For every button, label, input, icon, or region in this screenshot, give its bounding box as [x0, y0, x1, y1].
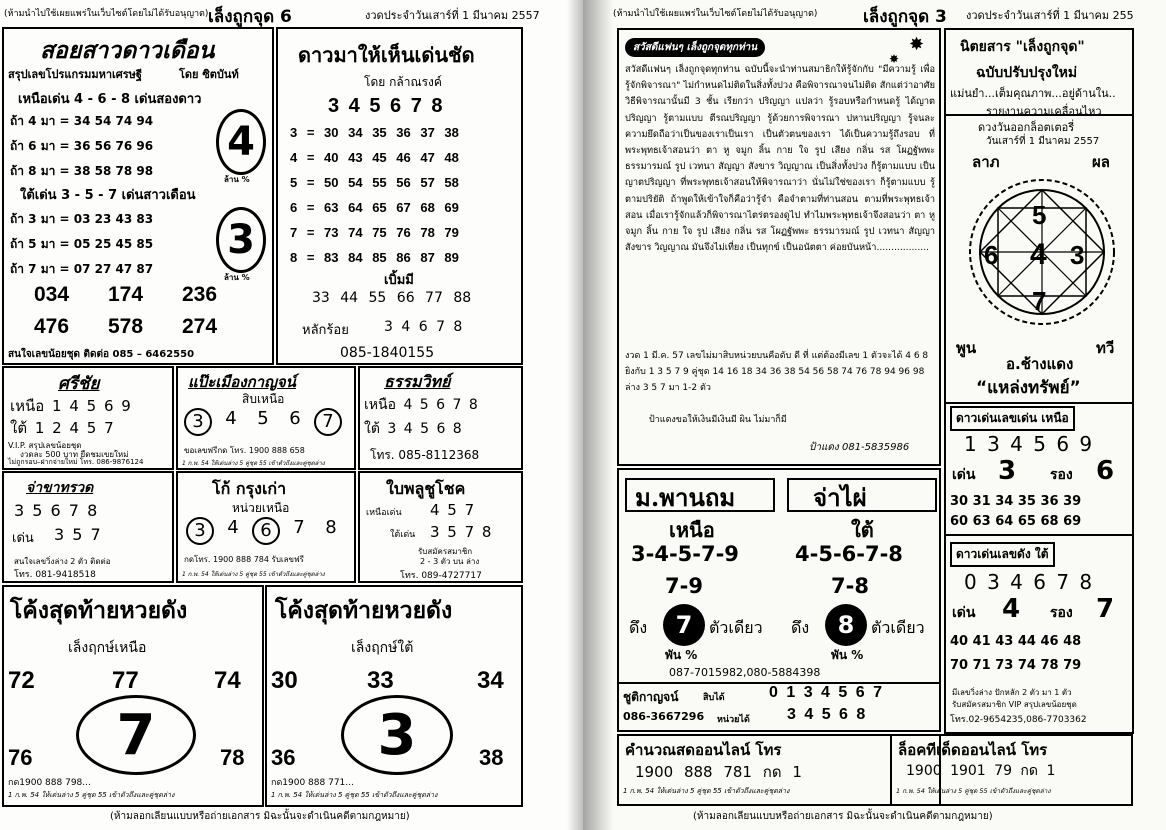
bai-north-label: เหนือเด่น — [366, 508, 402, 518]
khong-south-call: กด1900 888 771... — [271, 778, 354, 788]
dao-hundred: 3 4 6 7 8 — [384, 319, 463, 335]
horoscope-date: วันเสาร์ที่ 1 มีนาคม 2557 — [986, 136, 1100, 147]
soi-number: 476 — [34, 315, 70, 338]
dao-south-digits: 0 3 4 6 7 8 — [964, 570, 1095, 594]
ko-contact: กดโทร. 1900 888 784 รับเลขฟรี — [184, 555, 304, 564]
por-main: 3-4-5-7-9 — [631, 542, 739, 566]
dao-south-row1: 40 41 43 44 46 48 — [950, 634, 1082, 649]
soi-number: 578 — [108, 315, 144, 338]
article-badge: สวัสดีแฟนๆ เล็งถูกจุดทุกท่าน — [625, 38, 765, 57]
bai-south-label: ใต้เด่น — [390, 530, 416, 540]
ko-digit: 4 — [227, 517, 239, 538]
pae-digit: 4 — [225, 408, 237, 429]
bai-phone: โทร. 089-4727717 — [400, 571, 482, 581]
magazine-line3: แม่นยำ...เต็มคุณภาพ...อยู่ด้านใน.. — [950, 87, 1116, 100]
dao-north-row1: 30 31 34 35 36 39 — [950, 494, 1082, 509]
dao-south-note: มีเลขวิ่งล่าง ปักหลัก 2 ตัว มา 1 ตัว — [952, 688, 1072, 697]
chu-phone: 086-3667296 — [623, 710, 705, 723]
por-circle: 7 — [663, 604, 705, 646]
por-pan: พัน % — [665, 648, 698, 662]
soi-north-row: ถ้า 6 มา = 36 56 76 96 — [10, 139, 154, 153]
magazine-line1: นิตยสาร "เล็งถูกจุด" — [960, 39, 1085, 55]
khong-south-sub: เล็งฤกษ์ใต้ — [351, 640, 414, 656]
horoscope-poon: พูน — [956, 339, 977, 357]
jan-row1: 3 5 6 7 8 — [14, 501, 98, 520]
ja-tua: ตัวเดียว — [871, 618, 925, 637]
pae-box — [176, 366, 356, 470]
jan-contact: โทร. 081-9418518 — [14, 570, 96, 580]
pae-digit: 6 — [289, 408, 301, 429]
dao-hundred-label: หลักร้อย — [302, 323, 349, 338]
calc-number: 1900 888 781 กด 1 — [635, 763, 802, 781]
khong-south-tc: 33 — [367, 667, 394, 694]
por-title: ม.พานถม — [635, 483, 736, 512]
sri-fine: ไม่ถูกรอบ–ฝากจ่ายใหม่ โทร. 086-9876124 — [8, 458, 144, 466]
horoscope-right: 3 — [1070, 240, 1085, 270]
magazine-line4: รายงานความเคลื่อนไหว — [986, 105, 1102, 116]
pae-contact: ขอเลขฟรีกด โทร. 1900 888 658 — [184, 446, 305, 455]
dao-phone: 085-1840155 — [340, 345, 435, 361]
dao-row: 5 = 50 54 55 56 57 58 — [290, 175, 459, 190]
khong-north-box — [2, 585, 264, 807]
left-page-title: เล็งถูกจุด 6 — [208, 7, 292, 27]
lock-box — [890, 734, 1133, 806]
dao-north-den-label: เด่น — [952, 467, 976, 483]
tham-phone: โทร. 085-8112368 — [370, 448, 480, 462]
horoscope-center: 4 — [1030, 238, 1047, 271]
right-top-note: (ห้ามนำไปใช้เผยแพร่ในเว็บไซต์โดยไม่ได้รับอนุญาต) — [613, 9, 818, 19]
tham-south: ใต้ 3 4 5 6 8 — [364, 421, 462, 437]
soi-number: 034 — [34, 283, 70, 306]
ko-digit: 8 — [325, 517, 337, 538]
dao-title: ดาวมาให้เห็นเด่นชัด — [298, 43, 475, 67]
left-issue-date: งวดประจำวันเสาร์ที่ 1 มีนาคม 2557 — [365, 9, 540, 22]
sri-fine: V.I.P. สรุปเลขน้อยชุด — [8, 441, 82, 450]
soi-south-row: ถ้า 3 มา = 03 23 43 83 — [10, 212, 154, 226]
horoscope-author: อ.ช้างแดง — [1006, 355, 1074, 373]
soi-north-circle: 4 — [216, 109, 266, 175]
right-page-title: เล็งถูกจุด 3 — [863, 7, 947, 27]
dao-north-digits: 1 3 4 5 6 9 — [964, 432, 1095, 456]
dao-row: 4 = 40 43 45 46 47 48 — [290, 150, 459, 165]
sri-north: เหนือ 1 4 5 6 9 — [10, 397, 131, 415]
soi-number: 174 — [108, 283, 144, 306]
soi-north-row: ถ้า 4 มา = 34 54 74 94 — [10, 114, 154, 128]
soi-number: 236 — [182, 283, 218, 306]
calc-fine: 1 ก.พ. 54 ให้เด่นล่าง 5 คู่ชุด 55 เข้าตัวถึงและคู่ชุดล่าง — [623, 787, 790, 795]
soi-north-line: เหนือเด่น 4 - 6 - 8 เด่นสองดาว — [18, 92, 202, 107]
bai-title: ใบพลูชูโชค — [386, 479, 466, 498]
ja-circle: 8 — [825, 604, 867, 646]
horoscope-title: ดวงวันออกล็อตเตอรี่ — [978, 121, 1075, 134]
dao-author: โดย กล้าณรงค์ — [364, 75, 442, 89]
khong-north-tc: 77 — [112, 667, 139, 694]
ko-digit: 6 — [252, 517, 280, 545]
sri-fine: งวดละ 500 บาท ยืดชมเขยใหม่ — [20, 450, 129, 459]
dao-bim-label: เบิ้มมี — [384, 273, 414, 288]
por-tua: ตัวเดียว — [709, 618, 763, 637]
dao-south-den: 4 — [1002, 594, 1021, 624]
lock-title: ล็อคทีเด็ดออนไลน์ โทร — [898, 741, 1048, 759]
right-footer: (ห้ามลอกเลียนแบบหรือถ่ายเอกสาร มิฉะนั้นจะดำเนินคดีตามกฎหมาย) — [693, 811, 993, 822]
sri-title: ศรีชัย — [58, 374, 100, 394]
article-box — [617, 28, 941, 466]
chu-name: ชูติกาญจน์ — [623, 690, 679, 704]
dao-south-rong-label: รอง — [1050, 605, 1073, 621]
soi-south-circle: 3 — [216, 207, 266, 273]
soi-south-row: ถ้า 7 มา = 07 27 47 87 — [10, 262, 154, 276]
dao-north-box — [944, 402, 1134, 536]
ja-pan: พัน % — [831, 648, 864, 662]
ja-dueng: ดึง — [791, 618, 810, 637]
article-sign: ป้าแดง 081-5835986 — [809, 442, 910, 453]
khong-south-tr: 34 — [477, 667, 504, 694]
ja-pair: 7-8 — [831, 574, 869, 598]
ko-digits — [186, 517, 344, 545]
pae-title: แป๊ะเมืองกาญจน์ — [188, 373, 296, 391]
soi-south-line: ใต้เด่น 3 - 5 - 7 เด่นสาวเดือน — [20, 188, 196, 203]
dao-south-row2: 70 71 73 74 78 79 — [950, 658, 1082, 673]
horoscope-phon: ผล — [1092, 153, 1110, 171]
horoscope-labh: ลาภ — [972, 153, 1000, 171]
ko-fine: 1 ก.พ. 54 ให้เด่นล่าง 5 คู่ชุด 55 เข้าตัวถึงและคู่ชุดล่าง — [182, 571, 325, 578]
khong-north-big: 7 — [76, 695, 196, 775]
dao-south-title: ดาวเด่นเลขดัง ใต้ — [950, 542, 1055, 567]
dao-south-box — [944, 534, 1134, 734]
ja-main: 4-5-6-7-8 — [795, 542, 903, 566]
pae-sub: สิบเหนือ — [242, 392, 285, 406]
soi-south-circle-label: ล้าน % — [224, 273, 250, 282]
ja-title: จ่าไผ่ — [813, 483, 867, 512]
bai-south: 3 5 7 8 — [430, 523, 492, 541]
sri-box — [2, 366, 174, 470]
jan-box — [2, 471, 174, 583]
khong-south-tl: 30 — [271, 667, 298, 694]
calc-title: คำนวณสดออนไลน์ โทร — [625, 741, 782, 759]
ko-digit: 3 — [186, 517, 214, 545]
soi-contact: สนใจเลขน้อยชุด ติดต่อ 085 – 6462550 — [8, 349, 195, 360]
chu-sib-label: สิบได้ — [703, 693, 725, 703]
ko-box — [176, 471, 356, 583]
chu-sib: 0 1 3 4 5 6 7 — [769, 684, 884, 701]
ko-title: โก้ กรุงเก่า — [212, 479, 287, 498]
dao-north-den: 3 — [998, 456, 1017, 486]
dao-north-rong-label: รอง — [1050, 467, 1073, 483]
soi-number: 274 — [182, 315, 218, 338]
horoscope-tawee: ทวี — [1096, 339, 1115, 357]
khong-north-tr: 74 — [214, 667, 241, 694]
khong-north-tl: 72 — [8, 667, 35, 694]
dao-row: 8 = 83 84 85 86 87 89 — [290, 250, 459, 265]
dao-south-note: โทร.02-9654235,086-7703362 — [950, 715, 1087, 725]
dao-row: 7 = 73 74 75 76 78 79 — [290, 225, 459, 240]
dao-south-den-label: เด่น — [952, 605, 976, 621]
chu-nuay: 3 4 5 6 8 — [787, 706, 868, 723]
ko-sub: หน่วยเหนือ — [232, 501, 290, 515]
soi-subtitle: สรุปเลขโปรแกรมมหาเศรษฐี — [8, 68, 142, 81]
khong-south-br: 38 — [479, 745, 504, 770]
khong-south-big: 3 — [341, 695, 453, 775]
pae-digit: 5 — [257, 408, 269, 429]
bai-fine: 2 - 3 ตัว บน ล่าง — [420, 557, 480, 566]
soi-north-circle-label: ล้าน % — [224, 175, 250, 184]
dao-box — [276, 27, 523, 365]
jan-contact: สนใจเลขวิ่งล่าง 2 ตัว ติดต่อ — [14, 557, 111, 566]
dao-north-row2: 60 63 64 65 68 69 — [950, 514, 1082, 529]
left-footer: (ห้ามลอกเลียนแบบหรือถ่ายเอกสาร มิฉะนั้นจะดำเนินคดีตามกฎหมาย) — [110, 811, 410, 822]
jan-row2: 3 5 7 — [54, 525, 101, 544]
dao-main: 3 4 5 6 7 8 — [328, 95, 445, 117]
tham-box — [358, 366, 523, 470]
bai-fine: รับสมัครสมาชิก — [418, 547, 473, 556]
article-tip: งวด 1 มี.ค. 57 เลขไม่มาสิบหน่วยบนคือดับ ดี ที่ แต่ต้องมีเลข 1 ตัวจะได้ 4 6 8 ยิงกับ 1 3 5 7 9 คู่ชุด 14 16 18 34 36 38 54 56 58 74 76 78 94 96 98 ล่าง 3 5 7 มา 1-2 ตัว — [625, 351, 929, 393]
picks-phones: 087-7015982,080-5884398 — [669, 666, 821, 679]
khong-south-box — [265, 585, 523, 807]
dao-south-note: รับสมัครสมาชิก VIP สรุปเลขน้อยชุด — [952, 700, 1077, 709]
horoscope-top: 5 — [1032, 200, 1047, 230]
article-tip-2: ป้าแดงขอให้เงินมีเงินมี ผิน ไม่มาก็มี — [649, 415, 787, 425]
horoscope-left: 6 — [984, 240, 999, 270]
khong-north-sub: เล็งฤกษ์เหนือ — [68, 640, 147, 656]
chu-nuay-label: หน่วยได้ — [717, 715, 750, 725]
por-dueng: ดึง — [629, 618, 648, 637]
soi-north-row: ถ้า 8 มา = 38 58 78 98 — [10, 164, 154, 178]
horoscope-tagline: “แหล่งทรัพย์” — [976, 378, 1081, 398]
soi-author: โดย ซิตบันท์ — [179, 68, 239, 81]
right-page — [583, 0, 1166, 830]
left-top-note: (ห้ามนำไปใช้เผยแพร่ในเว็บไซต์โดยไม่ได้รับอนุญาต) — [4, 9, 209, 19]
magazine-box — [944, 28, 1134, 116]
dao-bim: 33 44 55 66 77 88 — [312, 290, 472, 306]
jan-title: จ่าขาทรวด — [26, 480, 94, 496]
khong-south-fine: 1 ก.พ. 54 ให้เด่นล่าง 5 คู่ชุด 55 เข้าตัวถึงและคู่ชุดล่าง — [271, 791, 438, 799]
pae-fine: 1 ก.พ. 54 ให้เด่นล่าง 5 คู่ชุด 55 เข้าตัวถึงและคู่ชุดล่าง — [182, 460, 325, 467]
dao-south-rong: 7 — [1096, 594, 1115, 624]
dao-row: 6 = 63 64 65 67 68 69 — [290, 200, 459, 215]
khong-north-bl: 76 — [8, 745, 33, 770]
bai-north: 4 5 7 — [430, 501, 475, 519]
star-icon: ✸ — [889, 52, 900, 66]
star-icon: ✸ — [909, 34, 925, 55]
picks-box — [617, 468, 941, 732]
tham-north: เหนือ 4 5 6 7 8 — [364, 397, 478, 413]
dao-north-rong: 6 — [1096, 456, 1115, 486]
khong-south-bl: 36 — [271, 745, 296, 770]
jan-row2-label: เด่น — [12, 531, 34, 546]
lock-number: 1900 1901 79 กด 1 — [906, 763, 1056, 779]
lock-fine: 1 ก.พ. 54 ให้เด่นล่าง 5 คู่ชุด 55 เข้าตัวถึงและคู่ชุดล่าง — [896, 787, 1051, 795]
pae-digit: 3 — [184, 408, 212, 436]
pae-digits — [184, 408, 342, 436]
horoscope-bottom: 7 — [1032, 286, 1047, 316]
khong-north-title: โค้งสุดท้ายหวยดัง — [10, 598, 188, 624]
soi-sao-box — [2, 27, 274, 365]
bai-box — [358, 471, 523, 583]
soi-title: สอยสาวดาวเดือน — [40, 37, 215, 64]
magazine-line2: ฉบับปรับปรุงใหม่ — [976, 65, 1078, 81]
article-body: สวัสดีแฟนๆ เล็งถูกจุดทุกท่าน ฉบับนี้จะนำท่านสมาธิกให้รู้จักกับ "มีความรู้ เพื่อรู้จักพิจารณา" ไม่กำหนดไม่ติดในสิ่งทั้งปวง คือพิจารณาจนไม่ติด สักแต่ว่าอาศัย วิธีพิจารณานั้นมี 3 ชั้น เรียกว่า ปริญญา แปลว่า รู้รอบหรือกำหนดรู้ ได้ญาตปริญญา รู้ตามแบบ ตีรณปริญญา รู้ด้วยการพิจารณา ปหานปริญญา รู้จนละความยึดถือว่าเป็นของเราเป็นเรา เป็นตัวตนของเรา ได้เป็นความรู้ถึงรอบ ที่พระพุทธเจ้าสอนว่า ตา หู จมูก ลิ้น กาย ใจ รูป เสียง กลิ่น รส โผฏฐัพพะ ธรรมารมณ์ รูป เวทนา สัญญา สังขาร วิญญาณ เป็นสิ่งทั้งปวง ก็รู้ตามแบบ เป็นญาตปริญญา ที่พระพุทธเจ้าสอนให้พิจารณาว่า นั่นไม่ใช่ของเรา ก็รู้ตามแบบ รู้ตามปริยัติ ถ้าพูดให้เข้าใจก็คือว่ารู้จำ คือจำตามที่ท่านสอน ตามที่พระพุทธเจ้าสอน เมื่อเรารู้จักแล้วก็พิจารณาไตร่ตรองดูไป ทำไมพระพุทธเจ้าจึงสอนว่า ตา หู จมูก ลิ้น กาย ใจ รูป เสียง กลิ่น รส โผฏฐัพพะ ธรรมารมณ์ รูป เวทนา สัญญา สังขาร วิญญาณ มันจึงไม่เที่ยง เป็นทุกข์ เป็นอนัตตา ค่อยบันหน้า.................. — [625, 64, 935, 254]
dao-row: 3 = 30 34 35 36 37 38 — [290, 125, 459, 140]
khong-north-br: 78 — [220, 745, 245, 770]
ko-digit: 7 — [293, 517, 305, 538]
right-issue-date: งวดประจำวันเสาร์ที่ 1 มีนาคม 255 — [966, 9, 1134, 22]
khong-north-call: กด1900 888 798... — [8, 778, 91, 788]
por-pair: 7-9 — [665, 574, 703, 598]
dao-north-title: ดาวเด่นเลขเด่น เหนือ — [950, 406, 1075, 431]
tham-title: ธรรมวิทย์ — [384, 372, 451, 391]
sri-south: ใต้ 1 2 4 5 7 — [10, 419, 114, 437]
por-sub: เหนือ — [669, 518, 715, 542]
khong-north-fine: 1 ก.พ. 54 ให้เด่นล่าง 5 คู่ชุด 55 เข้าตัวถึงและคู่ชุดล่าง — [8, 791, 175, 799]
soi-south-row: ถ้า 5 มา = 05 25 45 85 — [10, 237, 154, 251]
ja-sub: ใต้ — [851, 518, 874, 542]
khong-south-title: โค้งสุดท้ายหวยดัง — [275, 598, 453, 624]
pae-digit: 7 — [314, 408, 342, 436]
horoscope-box — [944, 114, 1134, 404]
